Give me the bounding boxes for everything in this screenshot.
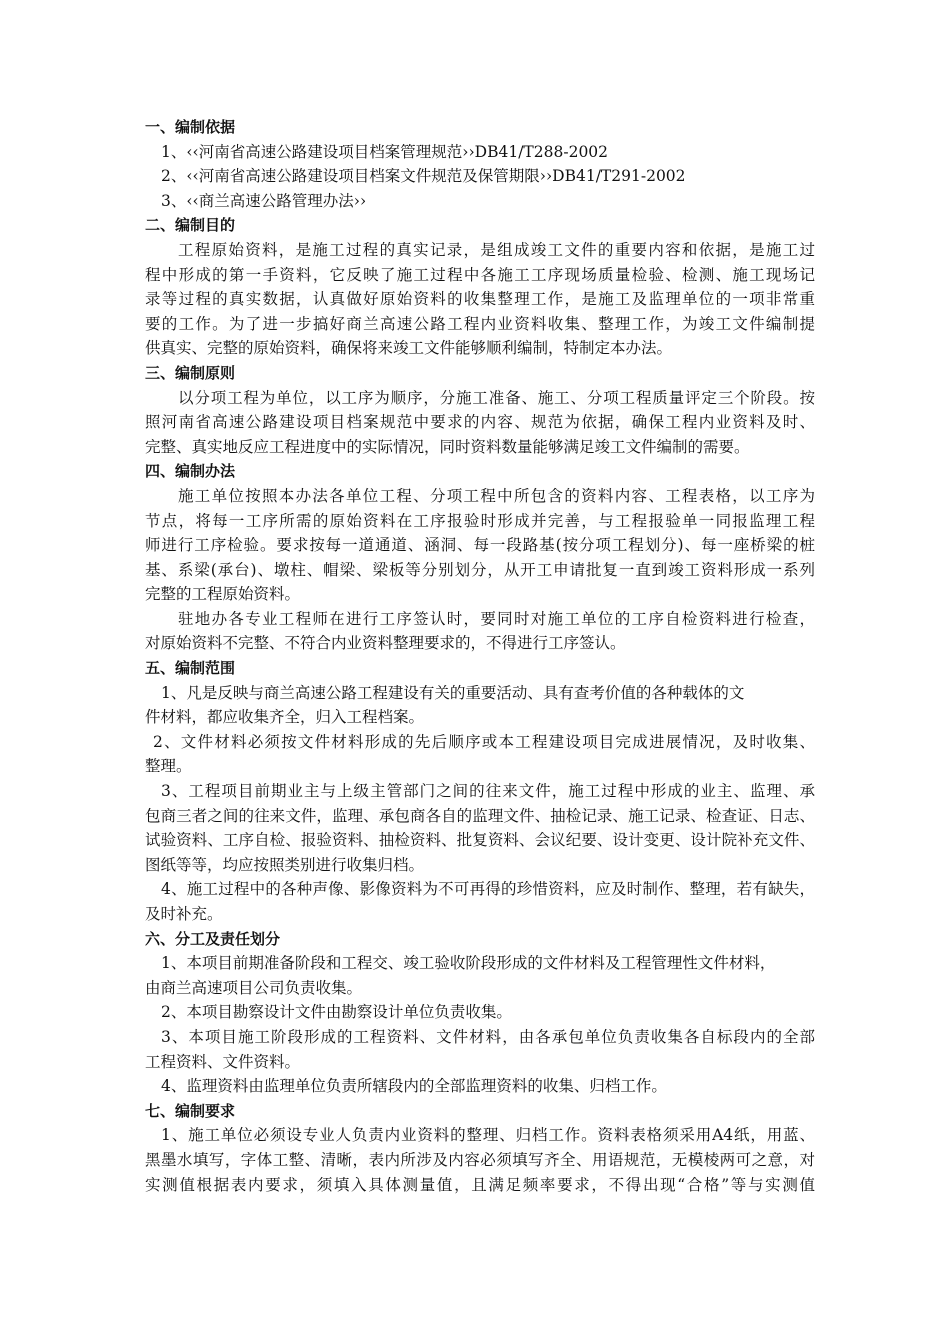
section-heading: 二、编制目的 xyxy=(145,216,236,235)
paragraph-line: 整理。 xyxy=(145,757,192,776)
paragraph-line: 2、‹‹河南省高速公路建设项目档案文件规范及保管期限››DB41/T291-2002 xyxy=(161,167,686,186)
section-heading: 四、编制办法 xyxy=(145,462,236,481)
paragraph-line: 实测值根据表内要求，须填入具体测量值，且满足频率要求，不得出现“合格”等与实测值 xyxy=(145,1175,815,1194)
paragraph-line: 基、系梁(承台)、墩柱、帽梁、梁板等分别划分，从开工申请批复一直到竣工资料形成一系列 xyxy=(145,560,815,579)
paragraph-line: 1、本项目前期准备阶段和工程交、竣工验收阶段形成的文件材料及工程管理性文件材料， xyxy=(161,954,776,973)
paragraph-line: 录等过程的真实数据，认真做好原始资料的收集整理工作，是施工及监理单位的一项非常重 xyxy=(145,290,815,309)
paragraph-line: 由商兰高速项目公司负责收集。 xyxy=(145,978,363,997)
paragraph-line: 1、‹‹河南省高速公路建设项目档案管理规范››DB41/T288-2002 xyxy=(161,142,609,161)
paragraph-line: 包商三者之间的往来文件，监理、承包商各自的监理文件、抽检记录、施工记录、检查证、日志、 xyxy=(145,806,815,825)
paragraph-line: 4、施工过程中的各种声像、影像资料为不可再得的珍惜资料，应及时制作、整理，若有缺失， xyxy=(161,880,815,899)
section-heading: 五、编制范围 xyxy=(145,659,236,678)
paragraph-line: 完整、真实地反应工程进度中的实际情况，同时资料数量能够满足竣工文件编制的需要。 xyxy=(145,437,750,456)
section-heading: 一、编制依据 xyxy=(145,118,236,136)
section-heading: 三、编制原则 xyxy=(145,363,236,382)
paragraph-line: 程中形成的第一手资料，它反映了施工过程中各施工工序现场质量检验、检测、施工现场记 xyxy=(145,265,815,284)
paragraph-line: 工程资料、文件资料。 xyxy=(145,1052,301,1071)
paragraph-line: 驻地办各专业工程师在进行工序签认时，要同时对施工单位的工序自检资料进行检查， xyxy=(178,609,815,628)
paragraph-line: 件材料，都应收集齐全，归入工程档案。 xyxy=(145,708,425,727)
paragraph-line: 1、施工单位必须设专业人负责内业资料的整理、归档工作。资料表格须采用A4纸，用蓝、 xyxy=(161,1126,815,1145)
section-heading: 六、分工及责任划分 xyxy=(145,929,281,948)
paragraph-line: 供真实、完整的原始资料，确保将来竣工文件能够顺利编制，特制定本办法。 xyxy=(145,339,673,358)
paragraph-line: 黑墨水填写，字体工整、清晰，表内所涉及内容必须填写齐全、用语规范，无模棱两可之意，对 xyxy=(145,1150,815,1169)
paragraph-line: 及时补充。 xyxy=(145,905,223,923)
paragraph-line: 3、‹‹商兰高速公路管理办法›› xyxy=(161,191,367,210)
document-page xyxy=(145,115,815,1197)
paragraph-line: 2、本项目勘察设计文件由勘察设计单位负责收集。 xyxy=(161,1003,512,1022)
section-heading: 七、编制要求 xyxy=(145,1101,236,1120)
paragraph-line: 以分项工程为单位，以工序为顺序，分施工准备、施工、分项工程质量评定三个阶段。按 xyxy=(178,388,815,407)
paragraph-line: 照河南省高速公路建设项目档案规范中要求的内容、规范为依据，确保工程内业资料及时、 xyxy=(145,413,815,432)
paragraph-line: 图纸等等，均应按照类别进行收集归档。 xyxy=(145,855,425,874)
paragraph-line: 工程原始资料，是施工过程的真实记录，是组成竣工文件的重要内容和依据，是施工过 xyxy=(178,240,815,259)
paragraph-line: 对原始资料不完整、不符合内业资料整理要求的，不得进行工序签认。 xyxy=(145,634,626,653)
paragraph-line: 3、本项目施工阶段形成的工程资料、文件材料，由各承包单位负责收集各自标段内的全部 xyxy=(161,1027,815,1046)
paragraph-line: 师进行工序检验。要求按每一道通道、涵洞、每一段路基(按分项工程划分)、每一座桥梁的桩 xyxy=(145,536,815,555)
paragraph-line: 节点，将每一工序所需的原始资料在工序报验时形成并完善，与工程报验单一同报监理工程 xyxy=(145,511,815,530)
paragraph-line: 1、凡是反映与商兰高速公路工程建设有关的重要活动、具有查考价值的各种载体的文 xyxy=(161,683,745,702)
paragraph-line: 试验资料、工序自检、报验资料、抽检资料、批复资料、会议纪要、设计变更、设计院补充文件、 xyxy=(145,831,815,850)
paragraph-line: 施工单位按照本办法各单位工程、分项工程中所包含的资料内容、工程表格，以工序为 xyxy=(178,486,815,505)
paragraph-line: 4、监理资料由监理单位负责所辖段内的全部监理资料的收集、归档工作。 xyxy=(161,1077,667,1096)
paragraph-line: 2、文件材料必须按文件材料形成的先后顺序或本工程建设项目完成进展情况，及时收集、 xyxy=(153,732,815,751)
paragraph-line: 完整的工程原始资料。 xyxy=(145,585,301,604)
paragraph-line: 3、工程项目前期业主与上级主管部门之间的往来文件，施工过程中形成的业主、监理、承 xyxy=(161,782,815,801)
paragraph-line: 要的工作。为了进一步搞好商兰高速公路工程内业资料收集、整理工作，为竣工文件编制提 xyxy=(145,314,815,333)
